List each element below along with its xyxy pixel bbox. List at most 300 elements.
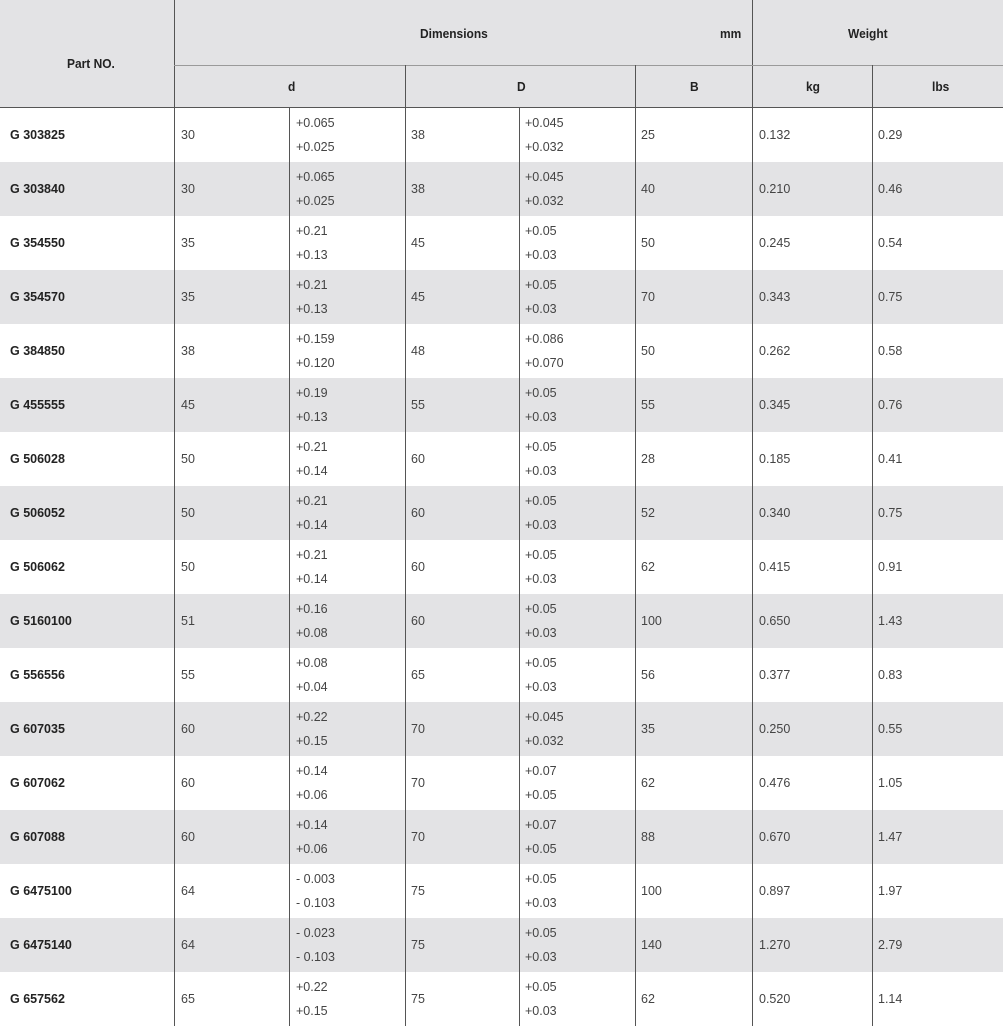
weight-lbs-text: 0.83 [878, 668, 903, 682]
outer-D-tolerance-lower: +0.03 [525, 1004, 557, 1018]
column-divider [635, 432, 636, 486]
outer-D-text: 38 [411, 182, 425, 196]
bore-d-text: 35 [181, 290, 195, 304]
part-number [10, 810, 65, 864]
part-number [10, 216, 65, 270]
column-divider [872, 324, 873, 378]
outer-D-tolerance-lower: +0.03 [525, 410, 557, 424]
column-divider [289, 486, 290, 540]
table-row [0, 486, 1003, 540]
outer-D-tolerance-upper: +0.05 [525, 602, 557, 616]
column-divider [635, 810, 636, 864]
bore-d-text: 50 [181, 452, 195, 466]
outer-D-value [411, 918, 425, 972]
column-divider [519, 108, 520, 162]
column-divider [519, 378, 520, 432]
column-divider [289, 162, 290, 216]
outer-D-tolerance-lower: +0.03 [525, 896, 557, 910]
part-number-text: G 506052 [10, 506, 65, 520]
column-divider [289, 918, 290, 972]
bore-d-value [181, 756, 195, 810]
bore-d-text: 30 [181, 128, 195, 142]
table-row [0, 324, 1003, 378]
length-B-text: 40 [641, 182, 655, 196]
table-row [0, 216, 1003, 270]
length-B-text: 25 [641, 128, 655, 142]
weight-lbs-text: 1.05 [878, 776, 903, 790]
outer-D-value [411, 972, 425, 1026]
part-number [10, 432, 65, 486]
weight-lbs-value [878, 594, 902, 648]
column-divider [519, 864, 520, 918]
outer-D-tolerance-lower: +0.03 [525, 950, 557, 964]
outer-D-tolerance-lower: +0.03 [525, 572, 557, 586]
weight-kg-value [759, 216, 790, 270]
bore-d-tolerance-upper: +0.19 [296, 386, 328, 400]
outer-D-tolerance-upper: +0.086 [525, 332, 564, 346]
part-number [10, 378, 65, 432]
column-divider [519, 216, 520, 270]
column-divider [872, 108, 873, 162]
column-divider [174, 108, 175, 162]
column-divider [872, 756, 873, 810]
column-divider [519, 810, 520, 864]
column-divider [405, 972, 406, 1026]
length-B-value [641, 864, 662, 918]
part-number [10, 702, 65, 756]
column-divider [752, 378, 753, 432]
weight-kg-text: 0.210 [759, 182, 791, 196]
column-divider [405, 540, 406, 594]
column-divider [405, 486, 406, 540]
column-divider [519, 756, 520, 810]
outer-D-value [411, 810, 425, 864]
weight-lbs-text: 0.91 [878, 560, 903, 574]
bore-d-tolerance-upper: +0.21 [296, 548, 328, 562]
bore-d-tolerance-upper: +0.21 [296, 494, 328, 508]
bore-d-tolerance-upper: +0.22 [296, 980, 328, 994]
part-number [10, 648, 65, 702]
outer-D-tolerance-lower: +0.032 [525, 140, 564, 154]
table-row [0, 108, 1003, 162]
column-divider [635, 864, 636, 918]
column-divider [519, 540, 520, 594]
column-divider [405, 918, 406, 972]
column-divider [752, 864, 753, 918]
outer-D-text: 75 [411, 992, 425, 1006]
column-divider [519, 324, 520, 378]
part-number-text: G 5160100 [10, 614, 72, 628]
column-divider [872, 594, 873, 648]
weight-lbs-text: 0.46 [878, 182, 903, 196]
column-divider [752, 486, 753, 540]
weight-kg-value [759, 324, 790, 378]
weight-lbs-value [878, 648, 902, 702]
column-divider [289, 540, 290, 594]
column-divider [635, 972, 636, 1026]
column-divider [174, 270, 175, 324]
bore-d-value [181, 378, 195, 432]
part-number-text: G 556556 [10, 668, 65, 682]
column-divider [405, 810, 406, 864]
bore-d-text: 64 [181, 884, 195, 898]
column-divider [405, 864, 406, 918]
part-number-text: G 303840 [10, 182, 65, 196]
column-divider [872, 864, 873, 918]
weight-kg-text: 0.185 [759, 452, 791, 466]
column-divider [289, 378, 290, 432]
outer-D-tolerance-upper: +0.07 [525, 764, 557, 778]
column-divider [405, 648, 406, 702]
weight-kg-text: 0.343 [759, 290, 791, 304]
header-col-kg: kg [806, 79, 820, 94]
length-B-text: 56 [641, 668, 655, 682]
column-divider [635, 918, 636, 972]
column-divider [289, 972, 290, 1026]
column-divider [405, 756, 406, 810]
column-divider [752, 702, 753, 756]
weight-kg-text: 0.520 [759, 992, 791, 1006]
header-divider [872, 65, 873, 107]
weight-lbs-value [878, 108, 902, 162]
weight-lbs-value [878, 810, 902, 864]
weight-lbs-text: 1.47 [878, 830, 903, 844]
outer-D-tolerance-lower: +0.03 [525, 626, 557, 640]
length-B-text: 100 [641, 884, 662, 898]
bore-d-tolerance-upper: +0.22 [296, 710, 328, 724]
outer-D-tolerance-upper: +0.045 [525, 116, 564, 130]
bore-d-text: 38 [181, 344, 195, 358]
column-divider [519, 702, 520, 756]
bore-d-text: 60 [181, 722, 195, 736]
outer-D-tolerance-lower: +0.03 [525, 464, 557, 478]
column-divider [872, 648, 873, 702]
column-divider [289, 324, 290, 378]
column-divider [635, 486, 636, 540]
column-divider [174, 432, 175, 486]
bore-d-text: 65 [181, 992, 195, 1006]
part-number [10, 162, 65, 216]
column-divider [519, 270, 520, 324]
weight-lbs-value [878, 702, 902, 756]
weight-kg-value [759, 270, 790, 324]
outer-D-tolerance-lower: +0.05 [525, 788, 557, 802]
weight-kg-text: 0.476 [759, 776, 791, 790]
length-B-text: 62 [641, 992, 655, 1006]
weight-kg-value [759, 810, 790, 864]
bore-d-text: 30 [181, 182, 195, 196]
outer-D-tolerance-lower: +0.03 [525, 248, 557, 262]
column-divider [635, 594, 636, 648]
outer-D-value [411, 162, 425, 216]
weight-lbs-text: 0.75 [878, 290, 903, 304]
weight-lbs-value [878, 324, 902, 378]
outer-D-text: 70 [411, 830, 425, 844]
length-B-text: 50 [641, 344, 655, 358]
bore-d-tolerance-lower: +0.06 [296, 788, 328, 802]
outer-D-value [411, 702, 425, 756]
weight-lbs-text: 1.43 [878, 614, 903, 628]
outer-D-value [411, 324, 425, 378]
weight-kg-text: 0.650 [759, 614, 791, 628]
length-B-value [641, 270, 655, 324]
column-divider [752, 270, 753, 324]
column-divider [174, 324, 175, 378]
weight-lbs-text: 0.41 [878, 452, 903, 466]
weight-lbs-text: 0.75 [878, 506, 903, 520]
weight-lbs-text: 0.54 [878, 236, 903, 250]
column-divider [752, 216, 753, 270]
part-number [10, 756, 65, 810]
column-divider [405, 432, 406, 486]
weight-lbs-value [878, 270, 902, 324]
outer-D-tolerance-upper: +0.045 [525, 710, 564, 724]
bore-d-tolerance-lower: +0.04 [296, 680, 328, 694]
part-number-text: G 607062 [10, 776, 65, 790]
outer-D-value [411, 270, 425, 324]
outer-D-tolerance-upper: +0.05 [525, 656, 557, 670]
bore-d-text: 45 [181, 398, 195, 412]
table-row [0, 594, 1003, 648]
column-divider [872, 918, 873, 972]
column-divider [174, 864, 175, 918]
bore-d-tolerance-upper: +0.21 [296, 224, 328, 238]
table-row [0, 540, 1003, 594]
column-divider [752, 540, 753, 594]
table-row [0, 918, 1003, 972]
bore-d-value [181, 216, 195, 270]
outer-D-text: 38 [411, 128, 425, 142]
bore-d-tolerance-lower: +0.15 [296, 734, 328, 748]
bore-d-text: 60 [181, 830, 195, 844]
column-divider [635, 702, 636, 756]
bore-d-tolerance-lower: - 0.103 [296, 950, 335, 964]
table-row [0, 702, 1003, 756]
column-divider [752, 324, 753, 378]
table-row [0, 270, 1003, 324]
header-dimensions: Dimensions [420, 26, 488, 41]
outer-D-tolerance-upper: +0.045 [525, 170, 564, 184]
length-B-value [641, 648, 655, 702]
header-weight: Weight [848, 26, 888, 41]
column-divider [872, 540, 873, 594]
part-number-text: G 303825 [10, 128, 65, 142]
table-row [0, 432, 1003, 486]
part-number-text: G 354570 [10, 290, 65, 304]
outer-D-tolerance-lower: +0.05 [525, 842, 557, 856]
weight-kg-text: 0.377 [759, 668, 791, 682]
header-rule [174, 65, 1003, 66]
outer-D-value [411, 378, 425, 432]
column-divider [289, 756, 290, 810]
column-divider [174, 972, 175, 1026]
weight-lbs-value [878, 432, 902, 486]
header-col-d: d [288, 79, 296, 94]
column-divider [174, 594, 175, 648]
part-number [10, 918, 72, 972]
bore-d-text: 60 [181, 776, 195, 790]
part-number [10, 270, 65, 324]
bore-d-value [181, 918, 195, 972]
outer-D-tolerance-lower: +0.032 [525, 194, 564, 208]
bore-d-text: 50 [181, 506, 195, 520]
length-B-text: 100 [641, 614, 662, 628]
length-B-text: 70 [641, 290, 655, 304]
weight-lbs-value [878, 918, 902, 972]
column-divider [174, 486, 175, 540]
weight-lbs-text: 1.14 [878, 992, 903, 1006]
outer-D-text: 48 [411, 344, 425, 358]
weight-lbs-value [878, 756, 902, 810]
column-divider [519, 972, 520, 1026]
part-number [10, 540, 65, 594]
bore-d-tolerance-lower: +0.13 [296, 302, 328, 316]
bore-d-tolerance-lower: +0.08 [296, 626, 328, 640]
column-divider [519, 162, 520, 216]
weight-lbs-text: 0.29 [878, 128, 903, 142]
column-divider [872, 810, 873, 864]
weight-lbs-value [878, 486, 902, 540]
weight-kg-value [759, 918, 790, 972]
outer-D-text: 70 [411, 776, 425, 790]
bore-d-value [181, 864, 195, 918]
part-number-text: G 455555 [10, 398, 65, 412]
length-B-text: 35 [641, 722, 655, 736]
column-divider [289, 432, 290, 486]
weight-kg-value [759, 162, 790, 216]
column-divider [174, 378, 175, 432]
bore-d-tolerance-lower: +0.15 [296, 1004, 328, 1018]
column-divider [174, 162, 175, 216]
outer-D-text: 60 [411, 506, 425, 520]
column-divider [519, 486, 520, 540]
weight-kg-value [759, 540, 790, 594]
bore-d-tolerance-lower: +0.14 [296, 464, 328, 478]
weight-kg-text: 0.245 [759, 236, 791, 250]
outer-D-value [411, 648, 425, 702]
header-col-D: D [517, 79, 526, 94]
bore-d-text: 55 [181, 668, 195, 682]
column-divider [289, 594, 290, 648]
length-B-value [641, 432, 655, 486]
column-divider [174, 918, 175, 972]
part-number-text: G 384850 [10, 344, 65, 358]
outer-D-text: 75 [411, 938, 425, 952]
outer-D-tolerance-upper: +0.05 [525, 494, 557, 508]
column-divider [872, 972, 873, 1026]
outer-D-value [411, 108, 425, 162]
bore-d-text: 35 [181, 236, 195, 250]
length-B-value [641, 108, 655, 162]
column-divider [752, 972, 753, 1026]
weight-lbs-text: 0.76 [878, 398, 903, 412]
column-divider [405, 270, 406, 324]
weight-kg-text: 1.270 [759, 938, 791, 952]
outer-D-tolerance-upper: +0.07 [525, 818, 557, 832]
column-divider [635, 540, 636, 594]
length-B-text: 52 [641, 506, 655, 520]
bore-d-tolerance-lower: +0.14 [296, 518, 328, 532]
weight-kg-value [759, 972, 790, 1026]
outer-D-text: 60 [411, 560, 425, 574]
column-divider [635, 324, 636, 378]
column-divider [405, 108, 406, 162]
column-divider [635, 378, 636, 432]
bore-d-value [181, 540, 195, 594]
weight-kg-value [759, 594, 790, 648]
column-divider [752, 810, 753, 864]
outer-D-text: 60 [411, 614, 425, 628]
part-number-text: G 607035 [10, 722, 65, 736]
weight-lbs-value [878, 378, 902, 432]
outer-D-text: 45 [411, 290, 425, 304]
column-divider [872, 378, 873, 432]
part-number [10, 324, 65, 378]
part-number [10, 594, 72, 648]
part-number-text: G 506028 [10, 452, 65, 466]
weight-lbs-value [878, 216, 902, 270]
column-divider [519, 648, 520, 702]
table-header [0, 0, 1003, 107]
outer-D-value [411, 756, 425, 810]
weight-kg-value [759, 108, 790, 162]
column-divider [289, 810, 290, 864]
length-B-text: 62 [641, 776, 655, 790]
outer-D-tolerance-upper: +0.05 [525, 926, 557, 940]
length-B-text: 28 [641, 452, 655, 466]
bore-d-value [181, 108, 195, 162]
column-divider [635, 216, 636, 270]
column-divider [174, 810, 175, 864]
bore-d-tolerance-upper: +0.065 [296, 170, 335, 184]
outer-D-text: 45 [411, 236, 425, 250]
length-B-value [641, 486, 655, 540]
length-B-value [641, 756, 655, 810]
bore-d-tolerance-lower: +0.120 [296, 356, 335, 370]
weight-lbs-value [878, 864, 902, 918]
header-divider [635, 65, 636, 107]
part-number [10, 864, 72, 918]
bore-d-tolerance-upper: - 0.003 [296, 872, 335, 886]
table-row [0, 162, 1003, 216]
outer-D-text: 60 [411, 452, 425, 466]
weight-lbs-text: 2.79 [878, 938, 903, 952]
bore-d-value [181, 486, 195, 540]
column-divider [752, 756, 753, 810]
table-row [0, 378, 1003, 432]
column-divider [519, 432, 520, 486]
bore-d-tolerance-upper: +0.08 [296, 656, 328, 670]
bore-d-tolerance-upper: - 0.023 [296, 926, 335, 940]
length-B-text: 88 [641, 830, 655, 844]
column-divider [872, 216, 873, 270]
table-row [0, 864, 1003, 918]
length-B-text: 140 [641, 938, 662, 952]
weight-kg-value [759, 756, 790, 810]
weight-kg-text: 0.345 [759, 398, 791, 412]
bore-d-tolerance-upper: +0.065 [296, 116, 335, 130]
table-row [0, 972, 1003, 1026]
weight-kg-value [759, 378, 790, 432]
weight-kg-value [759, 486, 790, 540]
header-col-B: B [690, 79, 699, 94]
length-B-text: 50 [641, 236, 655, 250]
column-divider [405, 594, 406, 648]
outer-D-value [411, 540, 425, 594]
column-divider [289, 108, 290, 162]
weight-lbs-value [878, 972, 902, 1026]
bore-d-value [181, 270, 195, 324]
